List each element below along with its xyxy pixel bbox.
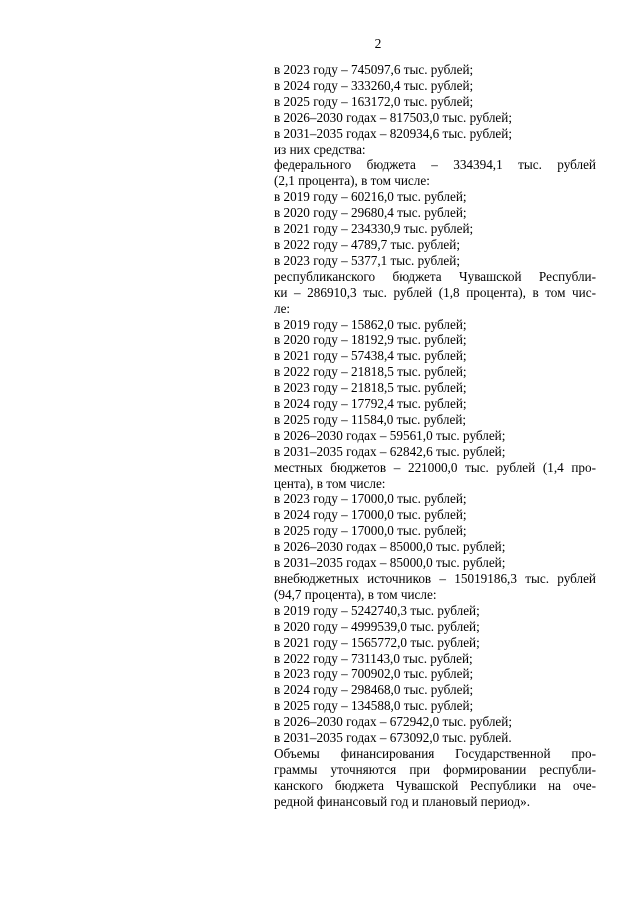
text-line: республиканского бюджета Чувашской Республи- [274, 268, 596, 284]
text-line: в 2026–2030 годах – 817503,0 тыс. рублей; [274, 109, 512, 125]
text-line: в 2031–2035 годах – 820934,6 тыс. рублей; [274, 125, 512, 141]
text-line: в 2025 году – 134588,0 тыс. рублей; [274, 698, 474, 714]
text-line: в 2031–2035 годах – 673092,0 тыс. рублей. [274, 730, 512, 746]
text-line: в 2031–2035 годах – 62842,6 тыс. рублей; [274, 443, 506, 459]
text-line: федерального бюджета – 334394,1 тыс. рублей [274, 157, 596, 173]
text-line: в 2020 году – 4999539,0 тыс. рублей; [274, 618, 480, 634]
text-line: в 2025 году – 163172,0 тыс. рублей; [274, 93, 474, 109]
text-line: канского бюджета Чувашской Республики на оче- [274, 777, 596, 793]
text-line: в 2021 году – 57438,4 тыс. рублей; [274, 348, 467, 364]
text-line: в 2020 году – 29680,4 тыс. рублей; [274, 205, 467, 221]
page-number: 2 [374, 36, 382, 51]
text-line: редной финансовый год и плановый период». [274, 793, 531, 809]
text-line: в 2025 году – 11584,0 тыс. рублей; [274, 411, 467, 427]
text-line: в 2022 году – 21818,5 тыс. рублей; [274, 364, 467, 380]
text-line: в 2026–2030 годах – 672942,0 тыс. рублей; [274, 714, 512, 730]
text-line: (2,1 процента), в том числе: [274, 173, 430, 189]
text-line: внебюджетных источников – 15019186,3 тыс. рублей [274, 571, 596, 586]
text-line: в 2024 году – 17000,0 тыс. рублей; [274, 507, 467, 523]
text-line: в 2024 году – 17792,4 тыс. рублей; [274, 396, 467, 412]
text-line: из них средства: [274, 141, 366, 157]
text-line: в 2023 году – 700902,0 тыс. рублей; [274, 666, 474, 682]
text-line: в 2020 году – 18192,9 тыс. рублей; [274, 332, 467, 348]
text-line: в 2023 году – 5377,1 тыс. рублей; [274, 252, 460, 268]
text-line: в 2031–2035 годах – 85000,0 тыс. рублей; [274, 555, 506, 571]
text-line: в 2021 году – 1565772,0 тыс. рублей; [274, 634, 480, 650]
text-line: в 2022 году – 4789,7 тыс. рублей; [274, 236, 460, 252]
text-line: в 2025 году – 17000,0 тыс. рублей; [274, 523, 467, 539]
text-line: в 2024 году – 333260,4 тыс. рублей; [274, 77, 474, 93]
text-line: в 2026–2030 годах – 59561,0 тыс. рублей; [274, 427, 506, 443]
text-line: в 2022 году – 731143,0 тыс. рублей; [274, 650, 473, 666]
text-line: в 2023 году – 17000,0 тыс. рублей; [274, 491, 467, 507]
text-line: в 2021 году – 234330,9 тыс. рублей; [274, 221, 474, 237]
text-line: в 2024 году – 298468,0 тыс. рублей; [274, 682, 474, 698]
text-line: в 2026–2030 годах – 85000,0 тыс. рублей; [274, 539, 506, 555]
text-line: ле: [274, 300, 291, 316]
text-line: граммы уточняются при формировании республи- [274, 761, 596, 777]
text-line: в 2023 году – 21818,5 тыс. рублей; [274, 380, 467, 396]
text-line: цента), в том числе: [274, 475, 386, 491]
text-line: местных бюджетов – 221000,0 тыс. рублей (1,4 про- [274, 459, 596, 475]
text-line: Объемы финансирования Государственной про- [274, 745, 596, 761]
text-line: ки – 286910,3 тыс. рублей (1,8 процента), в том чис- [274, 284, 596, 300]
text-line: в 2019 году – 60216,0 тыс. рублей; [274, 189, 467, 205]
text-line: в 2023 году – 745097,6 тыс. рублей; [274, 62, 474, 77]
text-line: (94,7 процента), в том числе: [274, 586, 437, 602]
text-line: в 2019 году – 15862,0 тыс. рублей; [274, 316, 467, 332]
text-line: в 2019 году – 5242740,3 тыс. рублей; [274, 602, 480, 618]
document-body [274, 62, 596, 810]
